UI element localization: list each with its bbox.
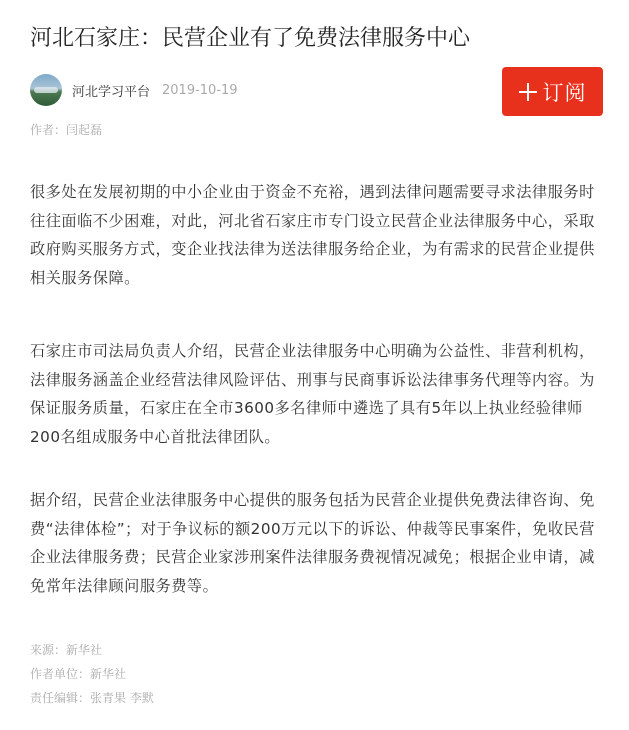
article-meta: [30, 72, 238, 108]
publish-date: 2019-10-19: [162, 82, 238, 98]
footer-author-unit: 作者单位：新华社: [30, 667, 127, 681]
author-line: 作者：闫起磊: [30, 123, 103, 137]
article-footer: [30, 640, 154, 712]
subscribe-button[interactable]: [502, 67, 603, 116]
article-paragraph: 石家庄市司法局负责人介绍，民营企业法律服务中心明确为公益性、非营利机构，法律服务涵盖企业经营法律风险评估、刑事与民商事诉讼法律事务代理等内容。为保证服务质量，石家庄在全市3600多名律师中遴选了具有5年以上执业经验律师200名组成服务中心首批法律团队。: [30, 342, 595, 446]
source-name[interactable]: 河北学习平台: [72, 84, 151, 100]
article-paragraph: 据介绍，民营企业法律服务中心提供的服务包括为民营企业提供免费法律咨询、免费“法律体检”；对于争议标的额200万元以下的诉讼、仲裁等民事案件，免收民营企业法律服务费；民营企业家涉刑案件法律服务费视情况减免；根据企业申请，减免常年法律顾问服务费等。: [30, 491, 595, 595]
footer-editor: 责任编辑：张青果 李默: [30, 691, 154, 705]
source-avatar[interactable]: [30, 74, 62, 106]
article-title: 河北石家庄：民营企业有了免费法律服务中心: [30, 26, 471, 51]
plus-icon: [519, 83, 537, 101]
article-paragraph: 很多处在发展初期的中小企业由于资金不充裕，遇到法律问题需要寻求法律服务时往往面临不少困难，对此，河北省石家庄市专门设立民营企业法律服务中心，采取政府购买服务方式，变企业找法律为送法律服务给企业，为有需求的民营企业提供相关服务保障。: [30, 183, 595, 287]
subscribe-label: 订阅: [542, 80, 587, 105]
footer-source: 来源：新华社: [30, 643, 103, 657]
